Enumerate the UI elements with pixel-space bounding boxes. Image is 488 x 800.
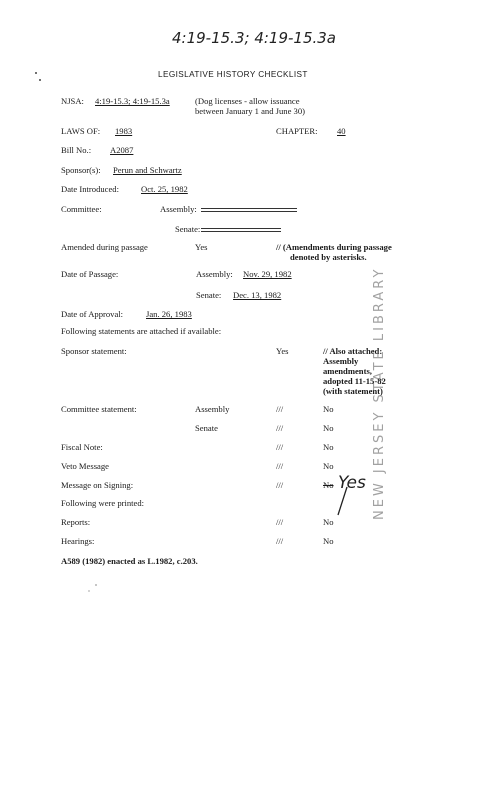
laws-of-label: LAWS OF: xyxy=(61,126,101,136)
amended-note-line1: // (Amendments during passage xyxy=(276,242,392,252)
committee-label: Committee: xyxy=(61,204,102,214)
message-on-signing-mark: /// xyxy=(276,480,284,490)
bill-no-value: A2087 xyxy=(110,145,134,155)
committee-statement-label: Committee statement: xyxy=(61,404,137,414)
amended-label: Amended during passage xyxy=(61,242,148,252)
date-introduced-label: Date Introduced: xyxy=(61,184,119,194)
printed-heading: Following were printed: xyxy=(61,498,145,508)
bill-no-label: Bill No.: xyxy=(61,145,92,155)
committee-statement-senate-mark: /// xyxy=(276,423,284,433)
message-on-signing-value: No xyxy=(323,480,334,490)
reports-mark: /// xyxy=(276,517,284,527)
enactment-note: A589 (1982) enacted as L.1982, c.203. xyxy=(61,556,198,566)
handwritten-stroke xyxy=(335,485,349,517)
library-stamp: NEW JERSEY STATE LIBRARY xyxy=(372,266,387,520)
message-on-signing-label: Message on Signing: xyxy=(61,480,134,490)
also-attached-line3: amendments, xyxy=(323,366,372,376)
committee-senate-label: Senate: xyxy=(175,224,201,234)
committee-statement-assembly-label: Assembly xyxy=(195,404,230,414)
chapter-value: 40 xyxy=(337,126,346,136)
fiscal-note-mark: /// xyxy=(276,442,284,452)
sponsors-label: Sponsor(s): xyxy=(61,165,101,175)
veto-message-mark: /// xyxy=(276,461,284,471)
reports-label: Reports: xyxy=(61,517,91,527)
hearings-value: No xyxy=(323,536,334,546)
message-on-signing-handwritten: Yes xyxy=(338,473,366,493)
statements-attached-heading: Following statements are attached if available: xyxy=(61,326,222,336)
committee-statement-assembly-value: No xyxy=(323,404,334,414)
date-introduced-value: Oct. 25, 1982 xyxy=(141,184,188,194)
sponsor-statement-value: Yes xyxy=(276,346,289,356)
fiscal-note-label: Fiscal Note: xyxy=(61,442,103,452)
sponsor-statement-label: Sponsor statement: xyxy=(61,346,127,356)
passage-assembly-value: Nov. 29, 1982 xyxy=(243,269,292,279)
date-of-approval-value: Jan. 26, 1983 xyxy=(146,309,192,319)
sponsors-value: Perun and Schwartz xyxy=(113,165,182,175)
scan-speck xyxy=(39,79,41,81)
also-attached-line4: adopted 11-15-82 xyxy=(323,376,386,386)
committee-statement-senate-value: No xyxy=(323,423,334,433)
committee-assembly-label: Assembly: xyxy=(160,204,197,214)
also-attached-line5: (with statement) xyxy=(323,386,383,396)
committee-statement-senate-label: Senate xyxy=(195,423,218,433)
passage-senate-value: Dec. 13, 1982 xyxy=(233,290,282,300)
date-of-passage-label: Date of Passage: xyxy=(61,269,119,279)
fiscal-note-value: No xyxy=(323,442,334,452)
njsa-value: 4:19-15.3; 4:19-15.3a xyxy=(95,96,170,106)
committee-assembly-blank xyxy=(201,208,297,212)
njsa-description-line1: (Dog licenses - allow issuance xyxy=(195,96,300,106)
reports-value: No xyxy=(323,517,334,527)
scan-speck xyxy=(88,590,90,592)
date-of-approval-label: Date of Approval: xyxy=(61,309,124,319)
amended-note-line2: denoted by asterisks. xyxy=(290,252,367,262)
scan-speck xyxy=(95,584,97,586)
hearings-mark: /// xyxy=(276,536,284,546)
njsa-description-line2: between January 1 and June 30) xyxy=(195,106,306,116)
laws-of-value: 1983 xyxy=(115,126,133,136)
amended-value: Yes xyxy=(195,242,208,252)
handwritten-citation: 4:19-15.3; 4:19-15.3a xyxy=(172,29,337,47)
also-attached-line2: Assembly xyxy=(323,356,359,366)
passage-senate-label: Senate: xyxy=(196,290,222,300)
committee-senate-blank xyxy=(201,228,281,232)
veto-message-value: No xyxy=(323,461,334,471)
also-attached-line1: // Also attached: xyxy=(323,346,383,356)
page-title: LEGISLATIVE HISTORY CHECKLIST xyxy=(158,70,308,79)
passage-assembly-label: Assembly: xyxy=(196,269,233,279)
veto-message-label: Veto Message xyxy=(61,461,109,471)
chapter-label: CHAPTER: xyxy=(276,126,318,136)
njsa-label: NJSA: xyxy=(61,96,84,106)
scan-speck xyxy=(35,72,37,74)
hearings-label: Hearings: xyxy=(61,536,95,546)
committee-statement-assembly-mark: /// xyxy=(276,404,284,414)
